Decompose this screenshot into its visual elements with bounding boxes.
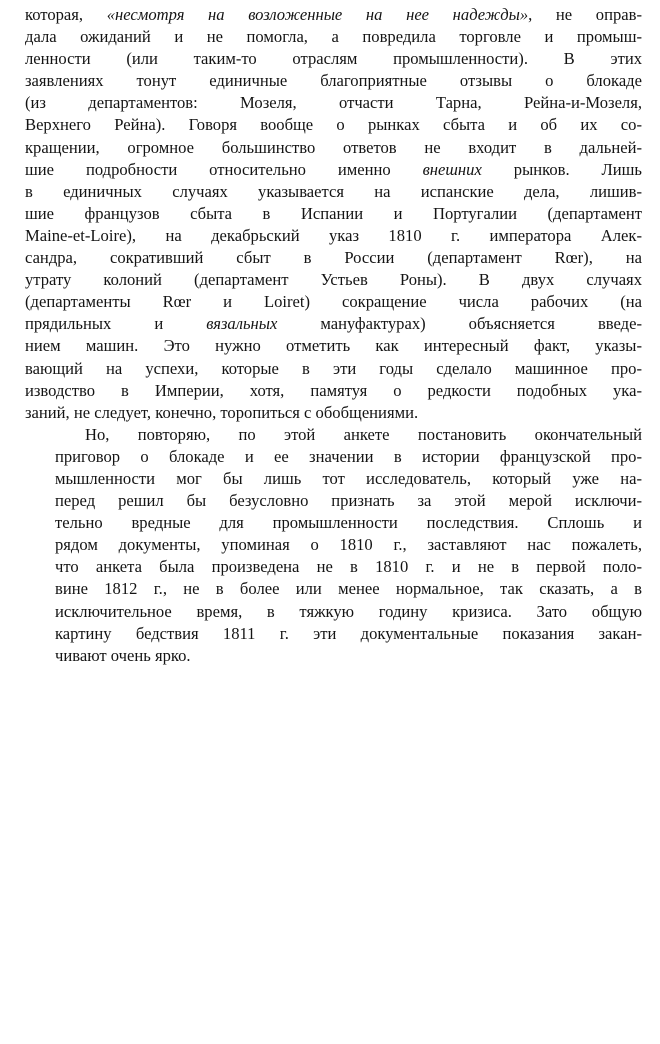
text-line — [25, 181, 642, 203]
text-run: прядильных и — [25, 314, 207, 334]
text-line — [25, 534, 642, 556]
text-line — [25, 203, 642, 225]
text-line — [25, 225, 642, 247]
text-line — [25, 645, 642, 667]
text-run: дала ожиданий и не помогла, а повредила торговле и промыш- — [25, 27, 642, 47]
text-run: заявлениях тонут единичные благоприятные отзывы о блокаде — [25, 71, 642, 91]
text-run: , не оправ- — [528, 5, 642, 24]
text-run: перед решил бы безусловно признать за этой мерой исключи- — [55, 491, 642, 511]
text-line — [25, 512, 642, 534]
italic-text: вязальных — [206, 314, 278, 334]
text-line — [25, 269, 642, 291]
text-run: нием машин. Это нужно отметить как интересный факт, указы- — [25, 336, 642, 356]
text-run: шие французов сбыта в Испании и Португалии (департамент — [25, 203, 642, 223]
text-run: Верхнего Рейна). Говоря вообще о рынках сбыта и об их со- — [25, 115, 642, 135]
text-line — [25, 114, 642, 136]
text-run: рынков. Лишь — [481, 159, 642, 179]
text-run: изводство в Империи, хотя, памятуя о редкости подобных ука- — [25, 380, 642, 400]
text-line — [25, 402, 642, 424]
text-line — [25, 247, 642, 269]
text-run: кращении, огромное большинство ответов не входит в дальней- — [25, 137, 642, 157]
text-run: картину бедствия 1811 г. эти документальные показания закан- — [55, 623, 642, 643]
text-line — [25, 578, 642, 600]
text-line — [25, 159, 642, 181]
text-line — [25, 380, 642, 402]
text-run: заний, не следует, конечно, торопиться с обобщениями. — [25, 402, 419, 422]
text-run: вине 1812 г., не в более или менее нормальное, так сказать, а в — [55, 579, 642, 599]
text-run: мышленности мог бы лишь тот исследователь, который уже на- — [55, 468, 642, 488]
text-run: ленности (или таким-то отраслям промышленности). В этих — [25, 49, 642, 69]
text-line — [25, 48, 642, 70]
text-run: Но, повторяю, по этой анкете постановить окончательный — [85, 424, 642, 444]
text-line — [25, 556, 642, 578]
italic-text: «несмотря на возложенные на нее надежды» — [106, 5, 529, 24]
text-run: приговор о блокаде и ее значении в истории французской про- — [55, 446, 642, 466]
text-line — [25, 623, 642, 645]
text-line — [25, 468, 642, 490]
text-line — [25, 358, 642, 380]
text-run: мануфактурах) объясняется введе- — [277, 314, 643, 334]
text-line — [25, 335, 642, 357]
document-page — [25, 4, 642, 667]
text-run: в единичных случаях указывается на испанские дела, лишив- — [25, 181, 642, 201]
text-line — [25, 70, 642, 92]
text-line — [25, 92, 642, 114]
text-line — [25, 446, 642, 468]
text-line — [25, 4, 642, 26]
text-run: что анкета была произведена не в 1810 г. и не в первой поло- — [55, 557, 642, 577]
text-line — [25, 424, 642, 446]
text-run: утрату колоний (департамент Устьев Роны). В двух случаях — [25, 270, 642, 290]
text-run: (департаменты Rœr и Loiret) сокращение числа рабочих (на — [25, 292, 642, 312]
text-run: Maine-et-Loire), на декабрьский указ 1810 г. императора Алек- — [25, 225, 642, 245]
italic-text: внешних — [422, 159, 482, 179]
text-run: которая, — [25, 5, 107, 24]
text-run: сандра, сокративший сбыт в России (департамент Rœr), на — [25, 248, 642, 268]
text-run: исключительное время, в тяжкую годину кризиса. Зато общую — [55, 601, 642, 621]
text-line — [25, 313, 642, 335]
text-line — [25, 490, 642, 512]
paragraph-1 — [25, 4, 642, 424]
paragraph-2 — [25, 424, 642, 667]
text-run: чивают очень ярко. — [55, 645, 191, 665]
text-run: рядом документы, упоминая о 1810 г., заставляют нас пожалеть, — [55, 535, 642, 555]
text-run: тельно вредные для промышленности последствия. Сплошь и — [55, 513, 642, 533]
text-line — [25, 601, 642, 623]
text-line — [25, 137, 642, 159]
text-run: (из департаментов: Мозеля, отчасти Тарна, Рейна-и-Мозеля, — [25, 93, 642, 113]
text-line — [25, 291, 642, 313]
text-line — [25, 26, 642, 48]
text-run: шие подробности относительно именно — [25, 159, 423, 179]
text-run: вающий на успехи, которые в эти годы сделало машинное про- — [25, 358, 642, 378]
